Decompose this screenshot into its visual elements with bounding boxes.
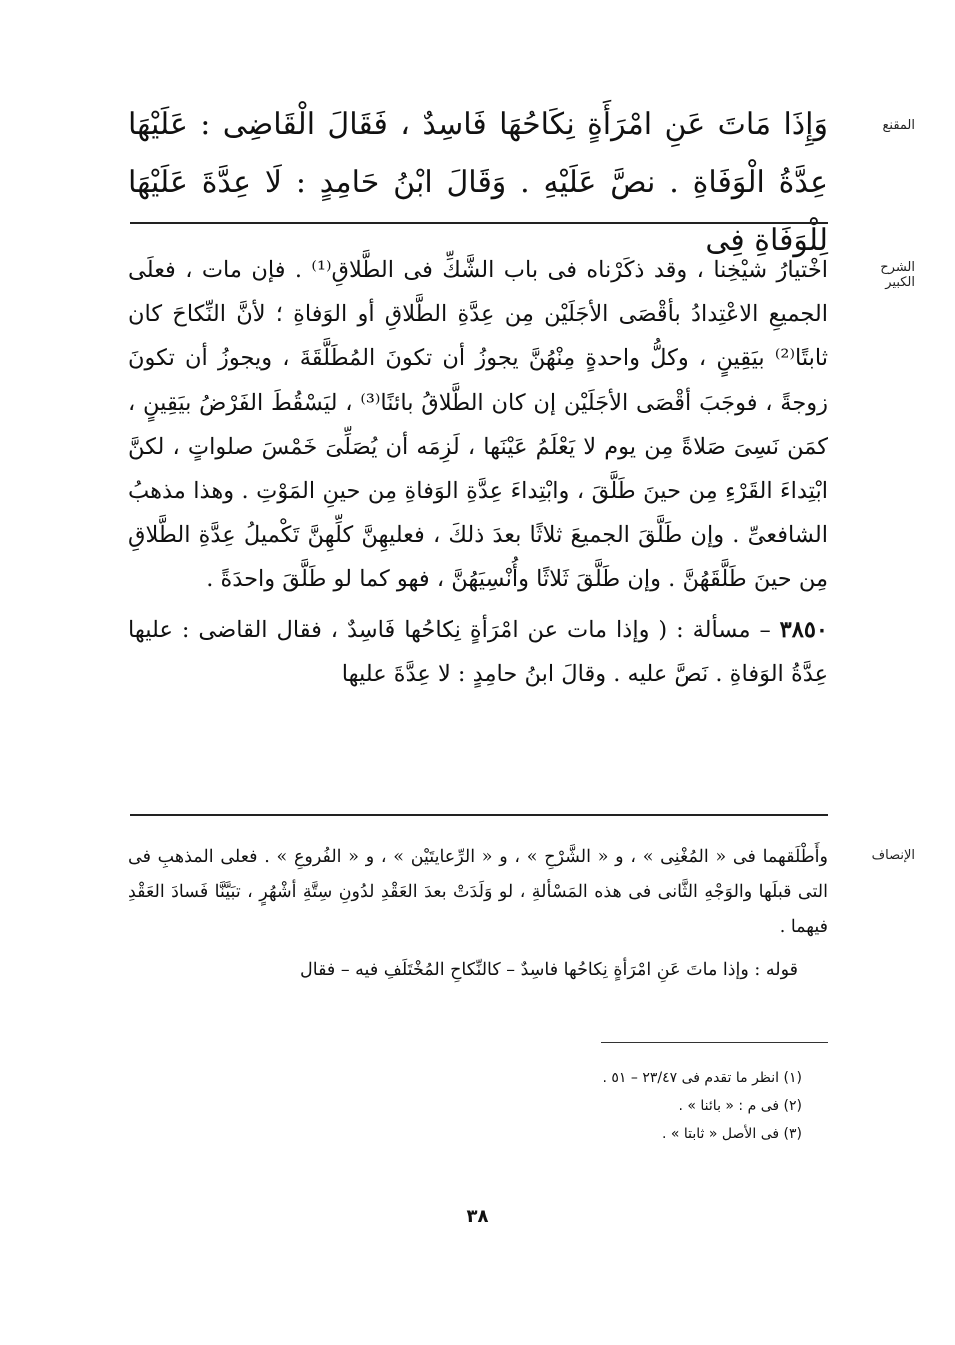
footnote-1: (١) انظر ما تقدم فى ٢٣/٤٧ – ٥١ . — [602, 1070, 802, 1086]
sharh-paragraph-1: اخْتيارُ شيْخِنا ، وقد ذكَرْناه فى باب الشَّكِّ فى الطَّلاقِ⁽¹⁾ . فإن مات ، فعلَى الجميعِ الاعْتِدادُ بأقْصَى الأجَلَيْن مِن عِدَّةِ الطَّلاقِ أو الوَفاةِ ؛ لأنَّ النِّكاحَ كان ثابتًا⁽²⁾ بيَقِينٍ ، وكلُّ واحدةٍ مِنْهُنَّ يجوزُ أن تكونَ المُطَلَّقَةَ ، ويجوزُ أن تكونَ زوجةً ، فوجَبَ أقْصَى الأجَلَيْن إن كان الطَّلاقُ بائنًا⁽³⁾ ، ليَسْقُطَ الفَرْضُ بيَقِينٍ ، كمَن نَسِىَ صَلاةً مِن يوم لا يَعْلَمُ عَيْنَها ، لَزِمَه أن يُصَلِّىَ خَمْسَ صلواتٍ ، لكنَّ ابْتِداءَ القَرْءِ مِن حينَ طَلَّقَ ، وابْتِداءَ عِدَّةِ الوَفاةِ مِن حينِ المَوْتِ . وهذا مذهبُ الشافعىِّ . وإن طَلَّقَ الجميعَ ثلاثًا بعدَ ذلكَ ، فعليهِنَّ كلِّهِنَّ تَكْميلُ عِدَّةِ الطَّلاقِ مِن حينَ طَلَّقَهُنَّ . وإن طَلَّقَ ثَلاثًا وأُنْسِيَهُنَّ ، فهو كما لو طَلَّقَ واحدَةً . — [128, 257, 828, 593]
mughni-section — [0, 96, 955, 258]
masala-number: ٣٨٥٠ — [779, 616, 828, 643]
masala-text: – مسألة : ( وإذا مات عن امْرَأةٍ نِكاحُها فَاسِدٌ ، فقال القاضى : عليها عِدَّةُ الوَفاةِ . نَصَّ عليه . وقالَ ابنُ حامِدٍ : لا عِدَّةَ عليها — [128, 616, 828, 687]
sharh-paragraph-2 — [128, 608, 828, 696]
sharh-text — [128, 248, 828, 696]
mughni-text — [128, 96, 828, 270]
insaf-paragraph-1: وأَطْلَقهما فى « المُغْنِى » ، و « الشَّرْحِ » ، و « الرِّعايتَيْن » ، و « الفُروعِ » . فعلى المذهبِ فى التى قبلَها والوَجْهِ الثَّانى فى هذه المَسْألةِ ، لو وَلَدَتْ بعدَ العَقْدِ لدُونِ سِتَّةِ أشْهُرٍ ، تبَيَّنَّا فَسادَ العَقْدِ فيهما . — [128, 847, 828, 937]
footnote-3: (٣) فى الأصل « ثابتا » . — [661, 1126, 802, 1142]
insaf-paragraph-2: قوله : وإذا ماتَ عَنِ امْرَأةٍ نِكاحُها فاسِدٌ – كالنِّكاحِ المُخْتَلَفِ فيه – فقال — [300, 960, 798, 980]
footnote-2: (٢) فى م : « بائنا » . — [678, 1098, 802, 1114]
insaf-section — [0, 840, 955, 1030]
mughni-label: المقنع — [882, 118, 915, 133]
insaf-text — [128, 840, 828, 988]
page-number: ٣٨ — [466, 1206, 489, 1227]
footnotes — [300, 1064, 802, 1148]
section-divider-top — [130, 222, 828, 224]
mughni-paragraph: وَإِذَا مَاتَ عَنِ امْرَأَةٍ نِكَاحُهَا فَاسِدٌ ، فَقَالَ الْقَاضِى : عَلَيْهَا عِدَّةُ الْوَفَاةِ . نصَّ عَلَيْهِ . وَقَالَ ابْنُ حَامِدٍ : لَا عِدَّةَ عَلَيْهَا لِلْوَفَاةِ فِى — [128, 107, 828, 258]
insaf-label: الإنصاف — [871, 848, 915, 863]
sharh-label: الشرح الكبير — [880, 260, 915, 290]
section-divider-bottom — [130, 814, 828, 816]
sharh-section — [0, 248, 955, 788]
footnote-divider — [601, 1042, 828, 1043]
